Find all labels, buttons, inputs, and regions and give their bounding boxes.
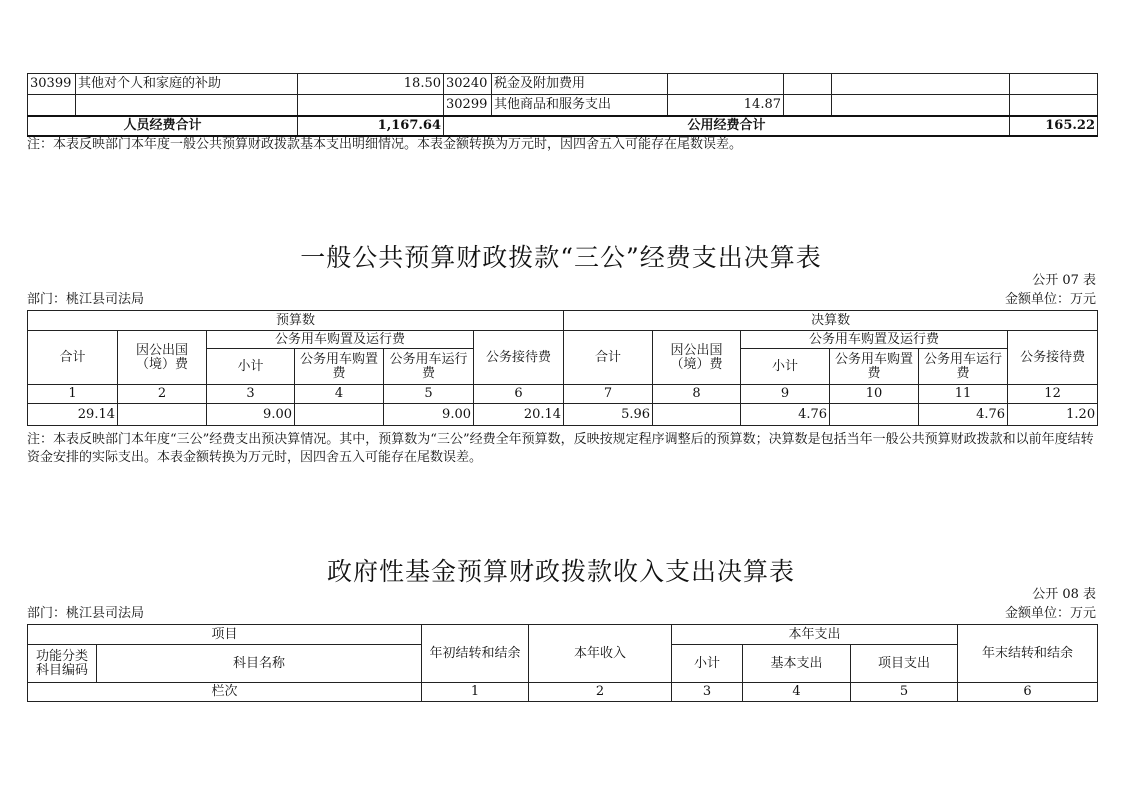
- table1-note: 注：本表反映部门本年度一般公共预算财政拨款基本支出明细情况。本表金额转换为万元时，因四舍五入可能存在尾数误差。: [27, 137, 743, 152]
- col-number: 3: [672, 683, 743, 702]
- col-number: 6: [958, 683, 1098, 702]
- row-code: [28, 95, 76, 116]
- row-amount-3: [1010, 74, 1098, 95]
- col-number: 10: [830, 385, 919, 404]
- subtotal-header: 小计: [672, 645, 743, 683]
- carry-end-header: 年末结转和结余: [958, 625, 1098, 683]
- row-label: 栏次: [28, 683, 422, 702]
- table-row: [28, 404, 1098, 426]
- budget-header: 预算数: [28, 311, 564, 331]
- row-amount: [298, 95, 444, 116]
- total-public-value: 165.22: [1010, 116, 1098, 136]
- col-number: 1: [28, 385, 118, 404]
- col-number: 11: [919, 385, 1008, 404]
- row-name-3: [832, 95, 1010, 116]
- row-code-2: 30240: [444, 74, 492, 95]
- row-name: 其他对个人和家庭的补助: [76, 74, 298, 95]
- carry-begin-header: 年初结转和结余: [422, 625, 529, 683]
- abroad-header: 因公出国（境）费: [118, 331, 207, 385]
- row-code-2: 30299: [444, 95, 492, 116]
- col-number: 4: [743, 683, 851, 702]
- page-title-sangong: 一般公共预算财政拨款“三公”经费支出决算表: [300, 243, 822, 272]
- table-row: [28, 74, 1098, 95]
- col-number: 8: [653, 385, 741, 404]
- value-cell: [653, 404, 741, 426]
- expense-header: 本年支出: [672, 625, 958, 645]
- row-name-2: 其他商品和服务支出: [492, 95, 668, 116]
- reception-header: 公务接待费: [1008, 331, 1098, 385]
- header-row: [28, 625, 1098, 645]
- col-number: 2: [529, 683, 672, 702]
- col-number: 5: [851, 683, 958, 702]
- row-amount-2: 14.87: [668, 95, 784, 116]
- total-personnel-label: 人员经费合计: [28, 116, 298, 136]
- value-cell: 1.20: [1008, 404, 1098, 426]
- value-cell: [830, 404, 919, 426]
- page-title-fund: 政府性基金预算财政拨款收入支出决算表: [326, 557, 795, 586]
- total-row: [28, 116, 1098, 136]
- total-personnel-value: 1,167.64: [298, 116, 444, 136]
- func-code-header: 功能分类科目编码: [28, 645, 97, 683]
- col-number: 4: [295, 385, 384, 404]
- column-number-row: [28, 683, 1098, 702]
- value-cell: 4.76: [741, 404, 830, 426]
- subtotal-header: 小计: [741, 349, 830, 385]
- table-row: [28, 95, 1098, 116]
- value-cell: 9.00: [207, 404, 295, 426]
- value-cell: 20.14: [474, 404, 564, 426]
- department-label: 部门：桃江县司法局: [27, 606, 145, 621]
- col-number: 3: [207, 385, 295, 404]
- reception-header: 公务接待费: [474, 331, 564, 385]
- vehicle-header: 公务用车购置及运行费: [207, 331, 474, 349]
- subject-name-header: 科目名称: [97, 645, 422, 683]
- basic-expense-table: [27, 73, 1098, 137]
- col-number: 1: [422, 683, 529, 702]
- unit-label: 金额单位：万元: [1004, 292, 1096, 307]
- column-number-row: [28, 385, 1098, 404]
- total-header: 合计: [28, 331, 118, 385]
- final-header: 决算数: [564, 311, 1098, 331]
- row-amount-3: [1010, 95, 1098, 116]
- row-amount: 18.50: [298, 74, 444, 95]
- operation-header: 公务用车运行费: [919, 349, 1008, 385]
- operation-header: 公务用车运行费: [384, 349, 474, 385]
- department-label: 部门：桃江县司法局: [27, 292, 145, 307]
- row-name-2: 税金及附加费用: [492, 74, 668, 95]
- col-number: 5: [384, 385, 474, 404]
- header-row: [28, 331, 1098, 349]
- col-number: 9: [741, 385, 830, 404]
- basic-expense-header: 基本支出: [743, 645, 851, 683]
- row-name-3: [832, 74, 1010, 95]
- table-code: 公开 07 表: [1032, 273, 1096, 288]
- unit-label: 金额单位：万元: [1004, 606, 1096, 621]
- row-amount-2: [668, 74, 784, 95]
- value-cell: [118, 404, 207, 426]
- subtotal-header: 小计: [207, 349, 295, 385]
- fund-table: [27, 624, 1098, 702]
- col-number: 6: [474, 385, 564, 404]
- value-cell: 9.00: [384, 404, 474, 426]
- row-name: [76, 95, 298, 116]
- col-number: 7: [564, 385, 653, 404]
- row-code: 30399: [28, 74, 76, 95]
- col-number: 12: [1008, 385, 1098, 404]
- project-expense-header: 项目支出: [851, 645, 958, 683]
- table-code: 公开 08 表: [1032, 587, 1096, 602]
- row-code-3: [784, 74, 832, 95]
- value-cell: 29.14: [28, 404, 118, 426]
- abroad-header: 因公出国（境）费: [653, 331, 741, 385]
- col-number: 2: [118, 385, 207, 404]
- value-cell: 5.96: [564, 404, 653, 426]
- income-header: 本年收入: [529, 625, 672, 683]
- row-code-3: [784, 95, 832, 116]
- item-header: 项目: [28, 625, 422, 645]
- total-header: 合计: [564, 331, 653, 385]
- total-public-label: 公用经费合计: [444, 116, 1010, 136]
- value-cell: 4.76: [919, 404, 1008, 426]
- sangong-table: [27, 310, 1098, 426]
- value-cell: [295, 404, 384, 426]
- table2-note: 注：本表反映部门本年度“三公”经费支出预决算情况。其中，预算数为“三公”经费全年预算数，反映按规定程序调整后的预算数；决算数是包括当年一般公共预算财政拨款和以前年度结转资金安排的实际支出。本表金额转换为万元时，因四舍五入可能存在尾数误差。: [27, 432, 1094, 465]
- purchase-header: 公务用车购置费: [830, 349, 919, 385]
- vehicle-header: 公务用车购置及运行费: [741, 331, 1008, 349]
- purchase-header: 公务用车购置费: [295, 349, 384, 385]
- header-row: [28, 311, 1098, 331]
